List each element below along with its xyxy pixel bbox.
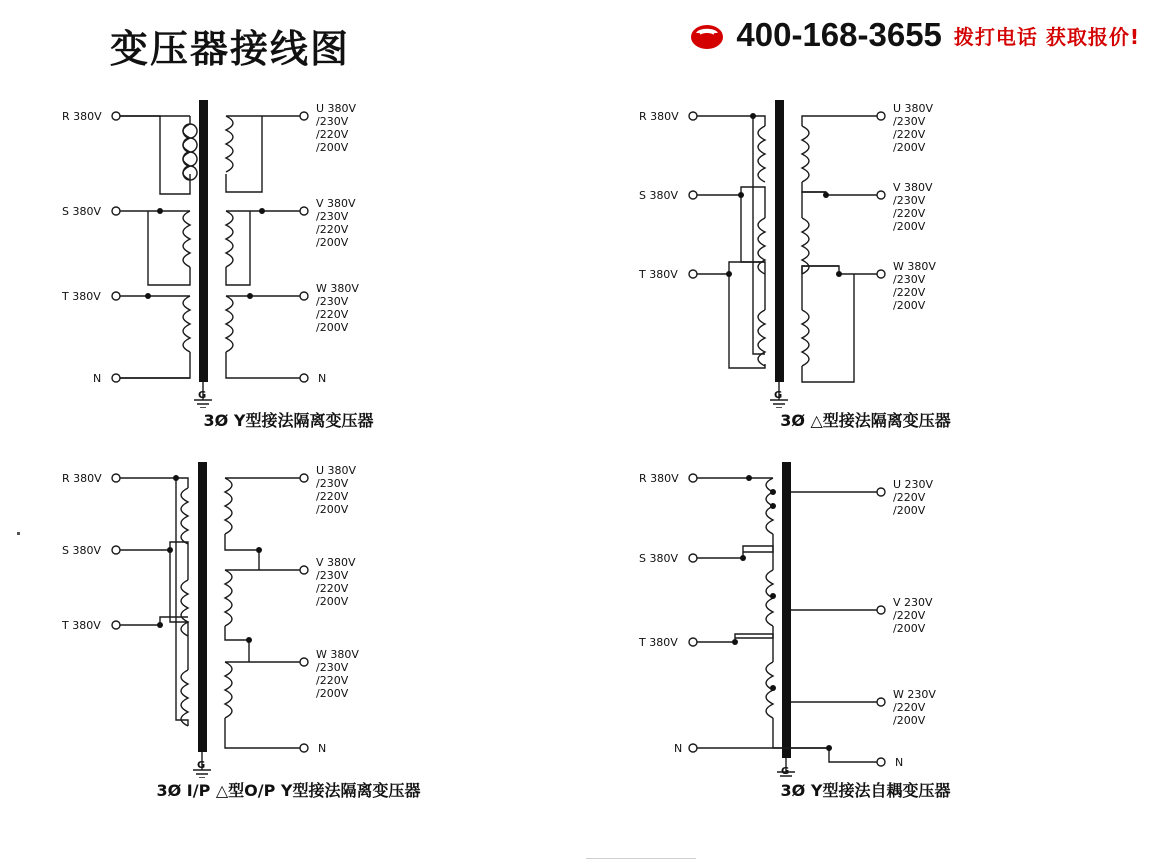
svg-text:U 380V: U 380V bbox=[316, 102, 357, 115]
svg-text:U 380V: U 380V bbox=[893, 102, 934, 115]
svg-text:/200V: /200V bbox=[316, 503, 349, 516]
svg-text:S 380V: S 380V bbox=[639, 552, 678, 565]
diagram-caption: 3Ø △型接法隔离变压器 bbox=[780, 411, 951, 430]
svg-text:/220V: /220V bbox=[893, 286, 926, 299]
svg-text:/230V: /230V bbox=[893, 115, 926, 128]
svg-text:U 230V: U 230V bbox=[893, 478, 934, 491]
svg-text:/200V: /200V bbox=[316, 321, 349, 334]
svg-text:/220V: /220V bbox=[316, 674, 349, 687]
contact-block bbox=[690, 16, 1140, 54]
diagram-delta-in-wye-out bbox=[0, 440, 577, 820]
svg-text:/200V: /200V bbox=[316, 236, 349, 249]
svg-text:/220V: /220V bbox=[316, 308, 349, 321]
svg-text:/200V: /200V bbox=[893, 504, 926, 517]
svg-text:/200V: /200V bbox=[316, 595, 349, 608]
svg-text:/230V: /230V bbox=[316, 569, 349, 582]
telephone-icon bbox=[690, 20, 724, 50]
page-title: 变压器接线图 bbox=[110, 27, 351, 71]
svg-text:N: N bbox=[674, 742, 683, 755]
svg-text:G: G bbox=[774, 390, 783, 401]
diagram-wye-autotransformer bbox=[577, 440, 1154, 820]
svg-text:G: G bbox=[781, 766, 790, 777]
svg-text:/220V: /220V bbox=[316, 582, 349, 595]
svg-text:N: N bbox=[318, 372, 327, 385]
svg-text:/230V: /230V bbox=[316, 115, 349, 128]
svg-text:/200V: /200V bbox=[893, 220, 926, 233]
svg-text:W 380V: W 380V bbox=[316, 282, 359, 295]
svg-text:/220V: /220V bbox=[316, 128, 349, 141]
svg-text:/230V: /230V bbox=[316, 661, 349, 674]
svg-text:/220V: /220V bbox=[893, 609, 926, 622]
call-to-action-text[interactable]: 拨打电话 获取报价! bbox=[953, 24, 1140, 49]
svg-text:/220V: /220V bbox=[893, 128, 926, 141]
svg-text:W 380V: W 380V bbox=[316, 648, 359, 661]
svg-text:S 380V: S 380V bbox=[62, 544, 101, 557]
diagram-delta-isolation bbox=[577, 78, 1154, 458]
diagram-caption: 3Ø Y型接法自耦变压器 bbox=[780, 781, 951, 800]
svg-text:/220V: /220V bbox=[893, 491, 926, 504]
diagram-caption: 3Ø Y型接法隔离变压器 bbox=[203, 411, 374, 430]
svg-text:V 380V: V 380V bbox=[316, 197, 356, 210]
primary-label: R 380V bbox=[62, 110, 102, 123]
diagram-grid bbox=[0, 78, 1154, 838]
primary-label: N bbox=[93, 372, 102, 385]
svg-text:/200V: /200V bbox=[893, 299, 926, 312]
diagram-caption: 3Ø I/P △型O/P Y型接法隔离变压器 bbox=[156, 781, 421, 800]
svg-text:/230V: /230V bbox=[893, 194, 926, 207]
svg-text:G: G bbox=[197, 760, 206, 771]
svg-text:/230V: /230V bbox=[316, 477, 349, 490]
svg-text:T 380V: T 380V bbox=[62, 619, 101, 632]
svg-text:/230V: /230V bbox=[893, 273, 926, 286]
svg-text:/200V: /200V bbox=[316, 687, 349, 700]
svg-text:/200V: /200V bbox=[893, 714, 926, 727]
phone-number[interactable]: 400-168-3655 bbox=[736, 16, 942, 53]
diagram-wye-isolation bbox=[0, 78, 577, 458]
svg-text:/220V: /220V bbox=[316, 490, 349, 503]
svg-text:R 380V: R 380V bbox=[62, 472, 102, 485]
svg-text:N: N bbox=[318, 742, 327, 755]
svg-text:G: G bbox=[198, 390, 207, 401]
primary-label: S 380V bbox=[62, 205, 101, 218]
svg-text:V 380V: V 380V bbox=[316, 556, 356, 569]
svg-text:S 380V: S 380V bbox=[639, 189, 678, 202]
svg-text:T 380V: T 380V bbox=[639, 636, 678, 649]
svg-text:W 230V: W 230V bbox=[893, 688, 936, 701]
svg-text:V 380V: V 380V bbox=[893, 181, 933, 194]
page-header bbox=[0, 0, 1154, 78]
svg-text:/200V: /200V bbox=[893, 141, 926, 154]
svg-text:/220V: /220V bbox=[893, 207, 926, 220]
svg-text:W 380V: W 380V bbox=[893, 260, 936, 273]
svg-text:/200V: /200V bbox=[893, 622, 926, 635]
svg-text:/200V: /200V bbox=[316, 141, 349, 154]
svg-text:/230V: /230V bbox=[316, 295, 349, 308]
svg-text:/220V: /220V bbox=[316, 223, 349, 236]
svg-text:/220V: /220V bbox=[893, 701, 926, 714]
svg-text:N: N bbox=[895, 756, 904, 769]
primary-label: T 380V bbox=[62, 290, 101, 303]
svg-text:R 380V: R 380V bbox=[639, 472, 679, 485]
svg-text:T 380V: T 380V bbox=[639, 268, 678, 281]
svg-text:R 380V: R 380V bbox=[639, 110, 679, 123]
svg-text:/230V: /230V bbox=[316, 210, 349, 223]
svg-text:V 230V: V 230V bbox=[893, 596, 933, 609]
svg-text:U 380V: U 380V bbox=[316, 464, 357, 477]
